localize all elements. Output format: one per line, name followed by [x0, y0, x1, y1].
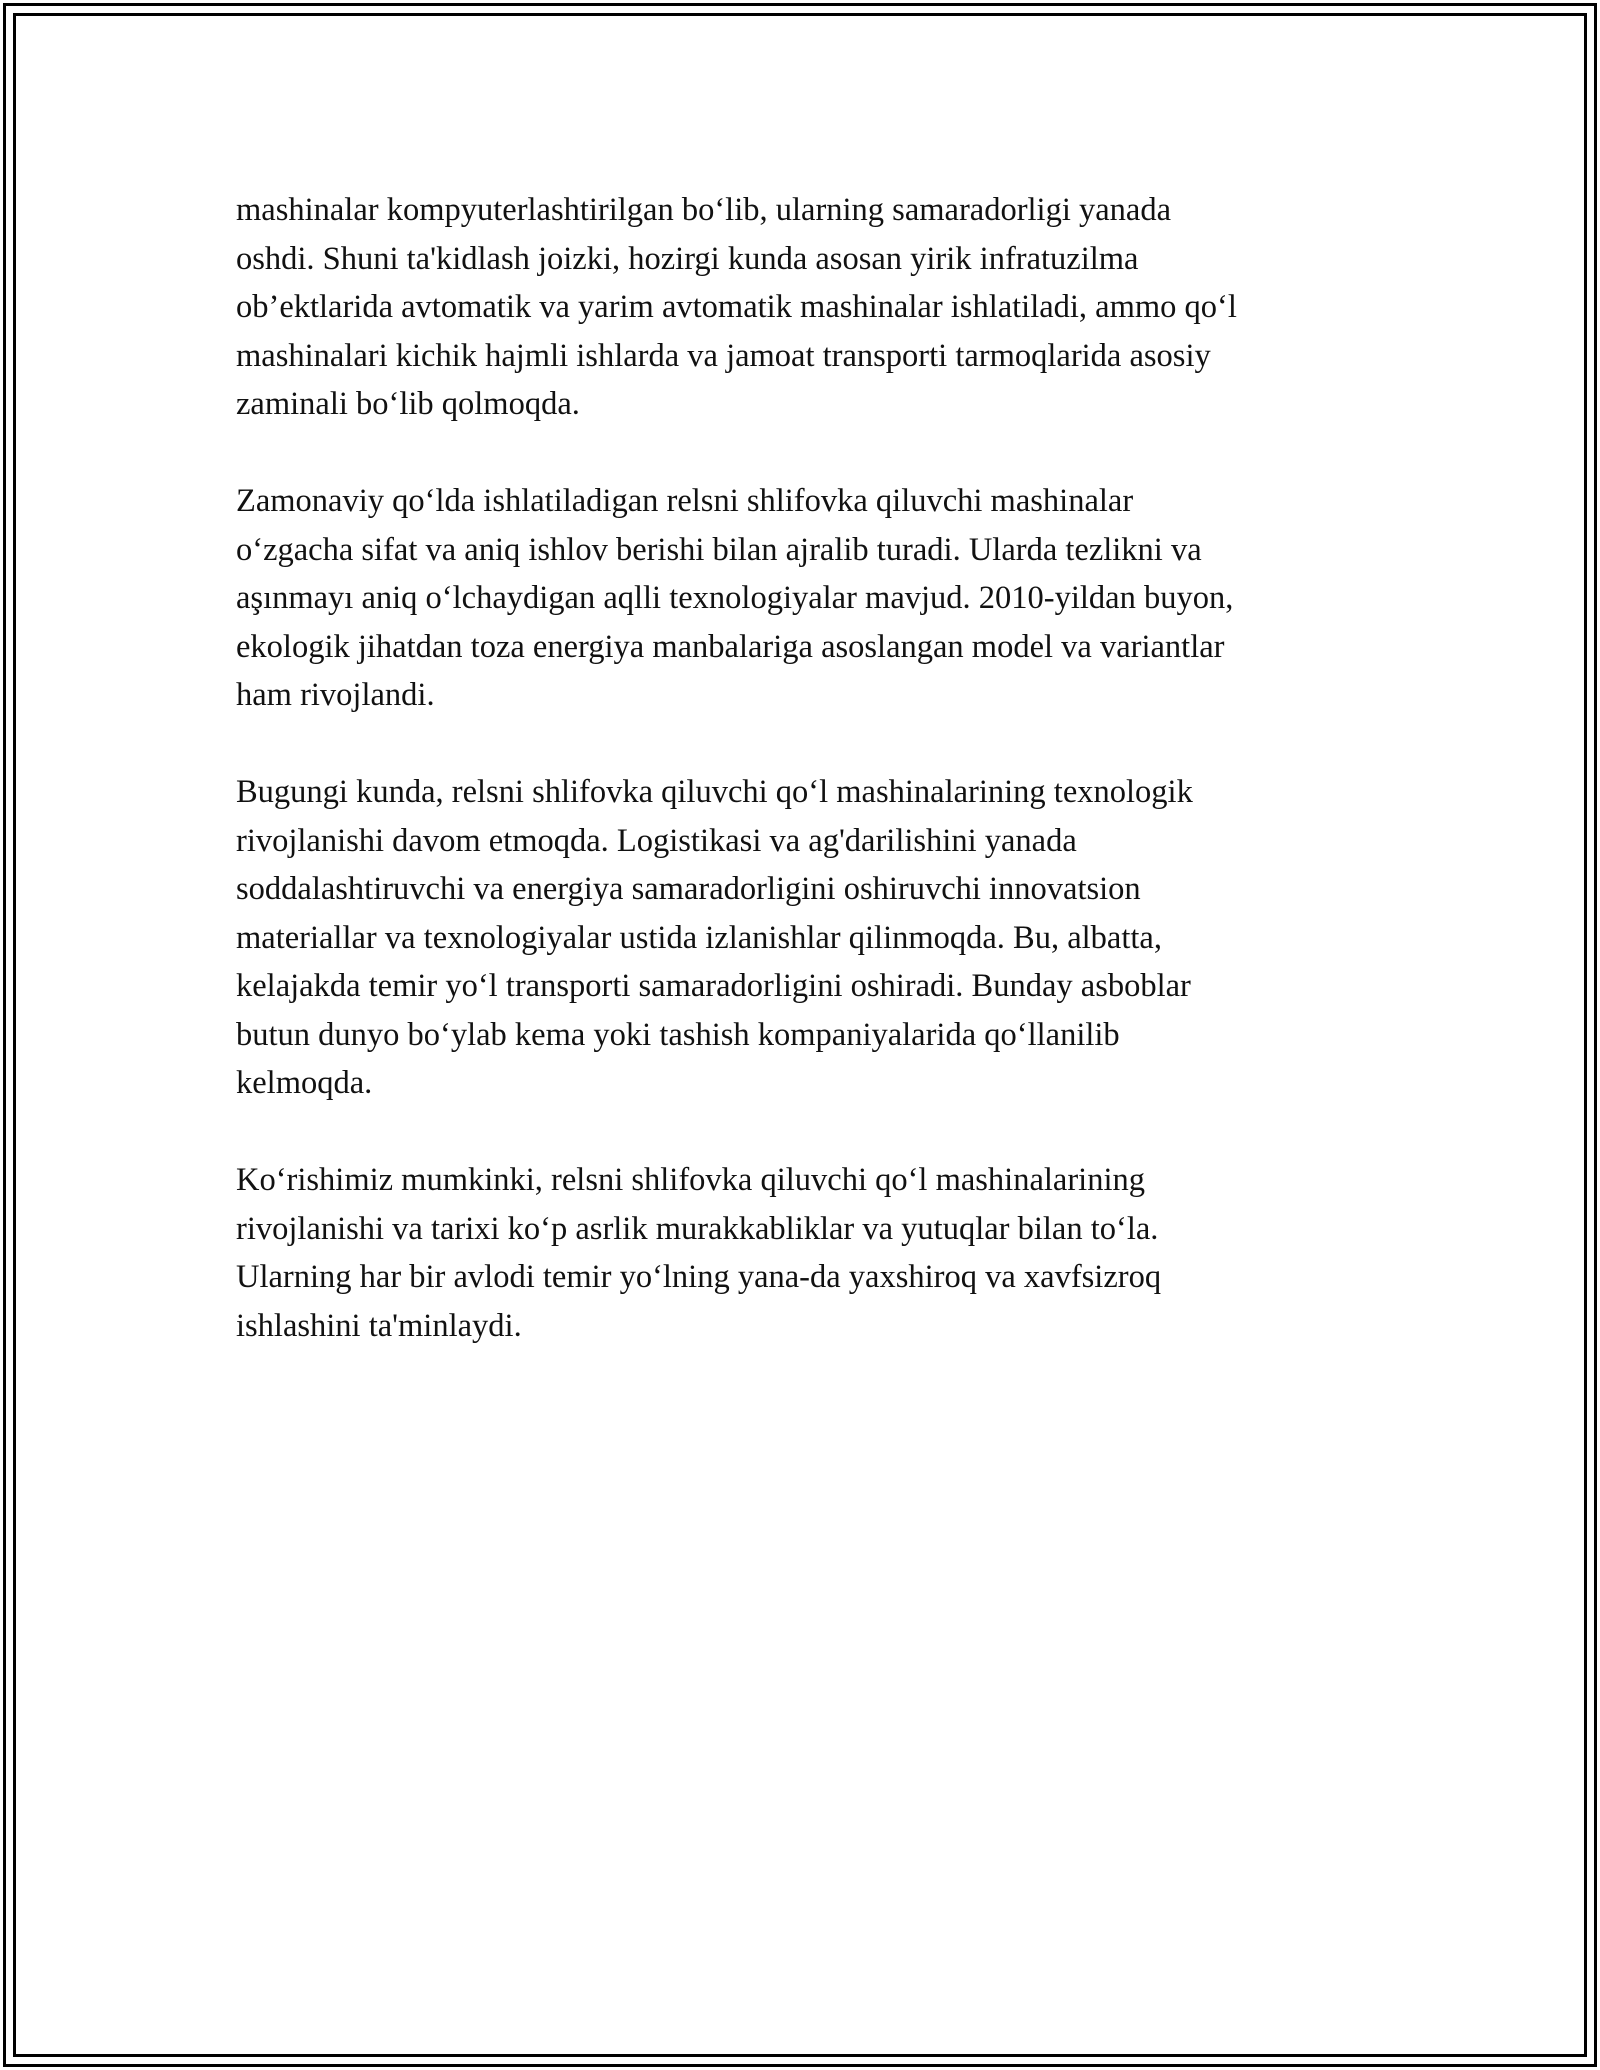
paragraph-2: Zamonaviy qo‘lda ishlatiladigan relsni shlifovka qiluvchi mashinalar o‘zgacha sifat va aniq ishlov berishi bilan ajralib turadi. Ularda tezlikni va aşınmayı aniq o‘lchaydigan aqlli texnologiyalar mavjud. 2010-yildan buyon, ekologik jihatdan toza energiya manbalariga asoslangan model va variantlar ham rivojlandi. — [236, 483, 1234, 713]
paragraph-4: Ko‘rishimiz mumkinki, relsni shlifovka qiluvchi qo‘l mashinalarining rivojlanishi va tarixi ko‘p asrlik murakkabliklar va yutuqlar bilan to‘la. Ularning har bir avlodi temir yo‘lning yana-da yaxshiroq va xavfsizroq ishlashini ta'minlaydi. — [236, 1162, 1162, 1344]
document-body — [236, 186, 1366, 1399]
paragraph-1: mashinalar kompyuterlashtirilgan bo‘lib, ularning samaradorligi yanada oshdi. Shuni ta'kidlash joizki, hozirgi kunda asosan yirik infratuzilma ob’ektlarida avtomatik va yarim avtomatik mashinalar ishlatiladi, ammo qo‘l mashinalari kichik hajmli ishlarda va jamoat transporti tarmoqlarida asosiy zaminali bo‘lib qolmoqda. — [236, 192, 1237, 422]
paragraph-3: Bugungi kunda, relsni shlifovka qiluvchi qo‘l mashinalarining texnologik rivojlanishi davom etmoqda. Logistikasi va ag'darilishini yanada soddalashtiruvchi va energiya samaradorligini oshiruvchi innovatsion materiallar va texnologiyalar ustida izlanishlar qilinmoqda. Bu, albatta, kelajakda temir yo‘l transporti samaradorligini oshiradi. Bunday asboblar butun dunyo bo‘ylab kema yoki tashish kompaniyalarida qo‘llanilib kelmoqda. — [236, 774, 1193, 1101]
